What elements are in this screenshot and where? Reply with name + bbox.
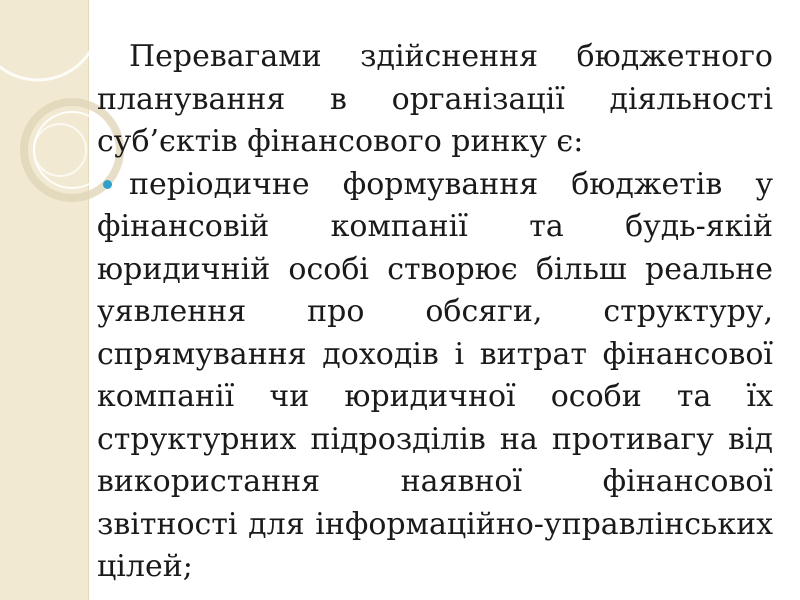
decor-circle-large [0,0,100,80]
bullet-dot-icon [103,180,112,189]
intro-paragraph: Перевагами здійснення бюджетного планування в організації діяльності суб’єктів фінансового ринку є: [97,39,773,159]
slide-content [97,36,773,589]
bullet-item [97,164,773,589]
decor-circle-small [34,124,86,176]
bullet-text: періодичне формування бюджетів у фінансовій компанії та будь-якій юридичній особі створює більш реальне уявлення про обсяги, структуру, спрямування доходів і витрат фінансової компанії чи юридичної особи та їх структурних підрозділів на противагу від використання наявної фінансової звітності для інформаційно-управлінських цілей; [97,166,773,584]
